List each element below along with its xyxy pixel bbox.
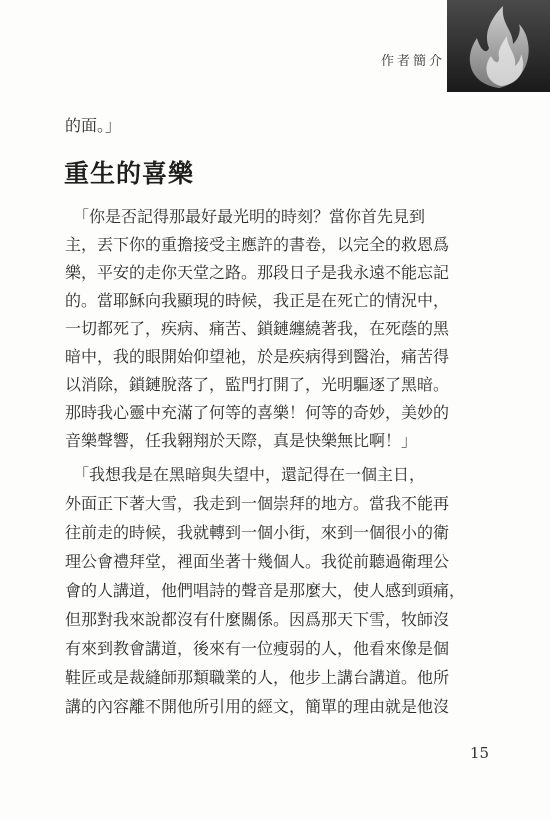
body-line: 「你是否記得那最好最光明的時刻？當你首先見到 xyxy=(65,207,426,226)
body-line: 一切都死了，疾病、痛苦、鎖鏈纏繞著我，在死蔭的黑 xyxy=(65,319,450,338)
page-number: 15 xyxy=(470,744,490,762)
body-line: 講的內容離不開他所引用的經文，簡單的理由就是他沒 xyxy=(65,697,450,716)
body-line: 以消除，鎖鏈脫落了，監門打開了，光明驅逐了黑暗。 xyxy=(65,375,450,394)
flame-emblem-icon xyxy=(447,0,550,92)
body-line: 外面正下著大雪，我走到一個崇拜的地方。當我不能再 xyxy=(65,494,450,513)
body-line: 理公會禮拜堂，裡面坐著十幾個人。我從前聽過衛理公 xyxy=(65,552,450,571)
body-line: 會的人講道，他們唱詩的聲音是那麼大，使人感到頭痛， xyxy=(65,581,466,600)
body-line-continued: 的面。」 xyxy=(65,116,122,135)
body-line: 主，丟下你的重擔接受主應許的書卷，以完全的救恩爲 xyxy=(65,235,450,254)
body-line: 鞋匠或是裁縫師那類職業的人，他步上講台講道。他所 xyxy=(65,668,450,687)
body-line: 「我想我是在黑暗與失望中，還記得在一個主日， xyxy=(65,465,426,484)
body-line: 那時我心靈中充滿了何等的喜樂！何等的奇妙，美妙的 xyxy=(65,403,450,422)
section-title: 重生的喜樂 xyxy=(64,159,195,188)
body-line: 但那對我來說都沒有什麼關係。因爲那天下雪，牧師沒 xyxy=(65,610,450,629)
running-header: 作者簡介 xyxy=(381,54,446,69)
body-line: 音樂聲響，任我翱翔於天際，真是快樂無比啊！」 xyxy=(65,431,418,450)
body-line: 暗中，我的眼開始仰望祂，於是疾病得到醫治，痛苦得 xyxy=(65,347,450,366)
body-line: 的。當耶穌向我顯現的時候，我正是在死亡的情況中， xyxy=(65,291,450,310)
body-line: 樂，平安的走你天堂之路。那段日子是我永遠不能忘記 xyxy=(65,263,450,282)
body-line: 往前走的時候，我就轉到一個小街，來到一個很小的衛 xyxy=(65,523,450,542)
body-line: 有來到教會講道，後來有一位瘦弱的人，他看來像是個 xyxy=(65,639,450,658)
